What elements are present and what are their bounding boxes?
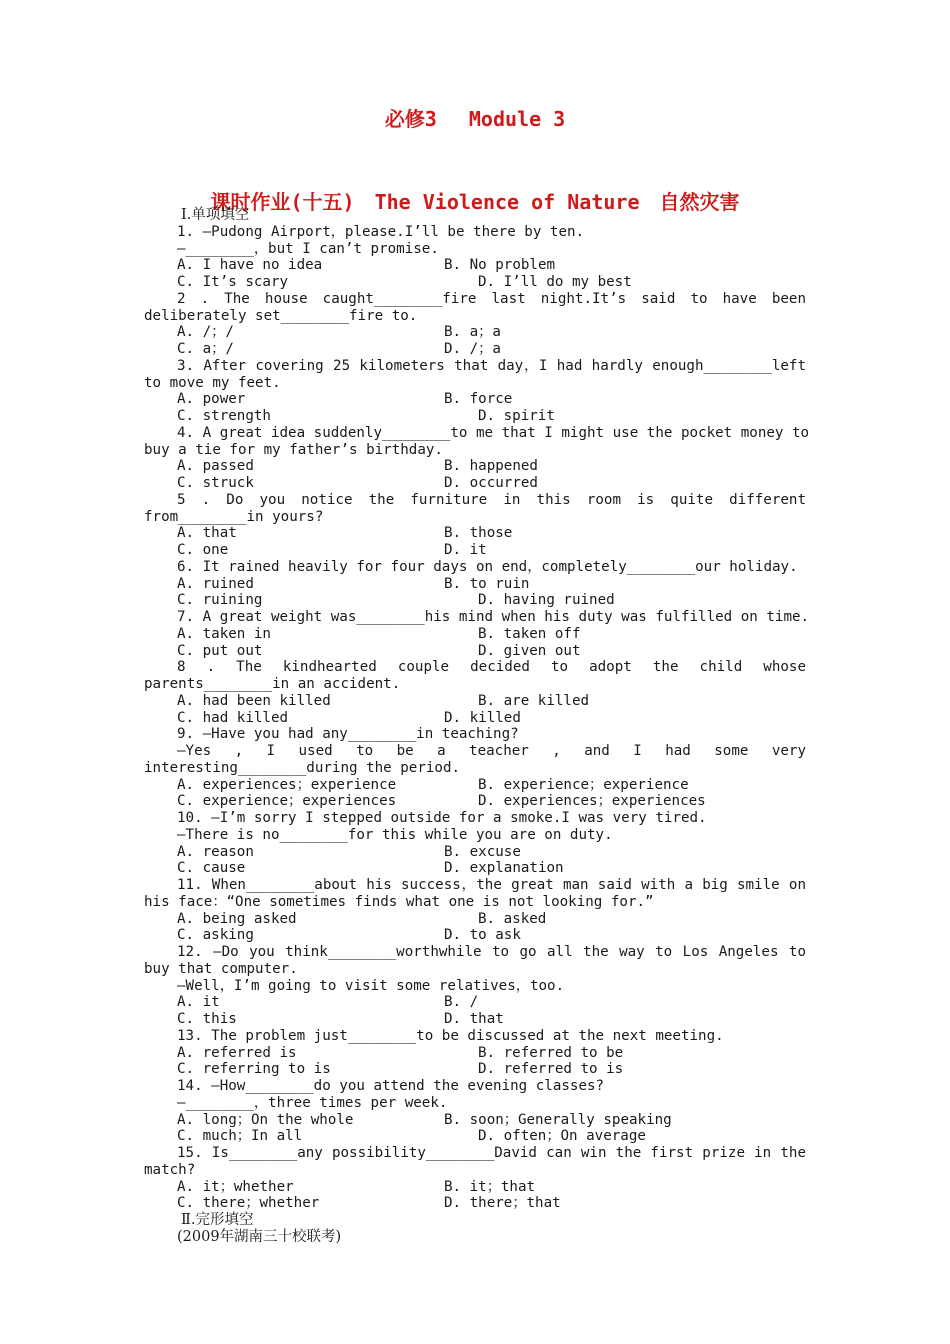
question-5-stem: 5 . Do you notice the furniture in this room is quite different	[177, 491, 806, 508]
option-d: D. it	[444, 542, 487, 558]
source-note: (2009年湖南三十校联考)	[177, 1228, 342, 1245]
section-heading-cloze: Ⅱ.完形填空	[181, 1212, 254, 1228]
question-1-stem: 1. —Pudong Airport，please.I’ll be there by ten.	[177, 223, 585, 240]
option-b: B. happened	[444, 458, 538, 475]
option-c: C. this	[177, 1011, 237, 1027]
option-c: C. strength	[177, 408, 271, 424]
option-a: A. being asked	[177, 910, 297, 927]
question-4-options-row1	[144, 458, 806, 475]
question-15-options-row2	[144, 1195, 806, 1212]
question-3-stem: 3. After covering 25 kilometers that day，I had hardly enough________left	[177, 357, 806, 374]
option-b: B. to ruin	[444, 575, 530, 592]
option-a: A. power	[177, 391, 246, 408]
option-a: A. it；whether	[177, 1178, 294, 1195]
question-10-stem: 10. —I’m sorry I stepped outside for a smoke.I was very tired.	[177, 810, 707, 826]
question-2-options-row1	[144, 324, 806, 341]
option-c: C. a；/	[177, 341, 234, 357]
option-d: D. /；a	[444, 341, 501, 357]
option-a: A. I have no idea	[177, 257, 323, 274]
question-5-options-row1	[144, 525, 806, 542]
question-2-options-row2	[144, 341, 806, 358]
section-heading-multiple-choice: Ⅰ.单项填空	[181, 207, 250, 223]
question-4-options-row2	[144, 475, 806, 492]
option-c: C. referring to is	[177, 1061, 331, 1078]
question-4-stem-line2: buy a tie for my father’s birthday.	[144, 441, 443, 458]
question-6-options-row1	[144, 576, 806, 593]
option-a: A. reason	[177, 843, 254, 860]
option-d: D. killed	[444, 709, 521, 726]
question-15-stem: 15. Is________any possibility________David can win the first prize in the	[177, 1145, 806, 1161]
question-7-stem: 7. A great weight was________his mind when his duty was fulfilled on time.	[177, 609, 810, 625]
option-d: D. I’ll do my best	[478, 274, 632, 290]
question-9-stem-line3: interesting________during the period.	[144, 759, 461, 776]
option-a: A. experiences；experience	[177, 776, 397, 793]
question-6-options-row2	[144, 592, 806, 609]
option-c: C. much；In all	[177, 1128, 303, 1145]
question-12-stem-line3: —Well，I’m going to visit some relatives，too.	[177, 977, 565, 994]
question-10-options-row2	[144, 860, 806, 877]
question-13-options-row1	[144, 1045, 806, 1062]
option-d: D. there；that	[444, 1195, 561, 1212]
option-b: B. those	[444, 525, 513, 542]
option-b: B. soon；Generally speaking	[444, 1111, 672, 1128]
question-3-options-row2	[144, 408, 806, 425]
option-a: A. ruined	[177, 575, 254, 592]
option-c: C. cause	[177, 860, 246, 877]
question-2-stem: 2 . The house caught________fire last night.It’s said to have been	[177, 290, 806, 307]
question-15-stem-line2: match?	[144, 1161, 196, 1178]
option-c: C. put out	[177, 642, 263, 659]
option-b: B. excuse	[444, 843, 521, 860]
option-b: B. are killed	[478, 692, 590, 709]
question-8-options-row2	[144, 710, 806, 727]
question-15-options-row1	[144, 1179, 806, 1196]
document-body	[144, 207, 810, 1246]
question-2-stem-line2: deliberately set________fire to.	[144, 307, 418, 324]
question-13-stem: 13. The problem just________to be discussed at the next meeting.	[177, 1027, 724, 1044]
question-14-options-row1	[144, 1112, 806, 1129]
question-1-stem-line2: —________，but I can’t promise.	[177, 240, 439, 257]
question-9-stem: 9. —Have you had any________in teaching?	[177, 726, 519, 743]
page-title: 必修3 Module 3	[384, 107, 566, 131]
option-b: B. No problem	[444, 257, 556, 274]
option-a: A. that	[177, 525, 237, 542]
question-12-stem: 12. —Do you think________worthwhile to go all the way to Los Angeles to	[177, 944, 806, 960]
question-11-options-row2	[144, 927, 806, 944]
question-8-stem: 8 . The kindhearted couple decided to adopt the child whose	[177, 659, 806, 676]
question-5-options-row2	[144, 542, 806, 559]
option-b: B. /	[444, 994, 479, 1011]
question-11-stem-line2: his face：“One sometimes finds what one is not looking for.”	[144, 893, 654, 910]
question-11-stem: 11. When________about his success，the great man said with a big smile on	[177, 877, 806, 893]
page-subtitle: 课时作业(十五) The Violence of Nature 自然灾害	[210, 190, 740, 214]
option-a: A. referred is	[177, 1044, 297, 1061]
question-13-options-row2	[144, 1061, 806, 1078]
option-c: C. experience；experiences	[177, 793, 397, 810]
question-5-stem-line2: from________in yours?	[144, 508, 324, 525]
question-8-options-row1	[144, 693, 806, 710]
option-b: B. force	[444, 391, 513, 408]
option-d: D. occurred	[444, 475, 538, 491]
option-d: D. referred to is	[478, 1061, 624, 1078]
question-6-stem: 6. It rained heavily for four days on end，completely________our holiday.	[177, 558, 798, 575]
option-d: D. that	[444, 1011, 504, 1027]
option-b: B. a；a	[444, 324, 501, 341]
option-d: D. to ask	[444, 927, 521, 944]
question-9-options-row1	[144, 777, 806, 794]
option-b: B. experience；experience	[478, 776, 689, 793]
option-c: C. had killed	[177, 709, 289, 726]
question-14-stem-line2: —________，three times per week.	[177, 1094, 448, 1111]
question-12-options-row1	[144, 994, 806, 1011]
question-14-stem: 14. —How________do you attend the evening classes?	[177, 1078, 605, 1094]
question-4-stem: 4. A great idea suddenly________to me that I might use the pocket money to	[177, 424, 810, 441]
option-c: C. asking	[177, 927, 254, 944]
option-b: B. taken off	[478, 625, 581, 642]
option-d: D. explanation	[444, 860, 564, 877]
question-11-options-row1	[144, 911, 806, 928]
option-c: C. ruining	[177, 592, 263, 609]
option-a: A. /；/	[177, 324, 234, 341]
option-b: B. asked	[478, 910, 547, 927]
question-1-options-row2	[144, 274, 806, 291]
option-d: D. experiences；experiences	[478, 793, 706, 810]
question-1-options-row1	[144, 257, 806, 274]
option-d: D. spirit	[478, 408, 555, 424]
question-14-options-row2	[144, 1128, 806, 1145]
option-a: A. it	[177, 994, 220, 1011]
option-c: C. struck	[177, 475, 254, 491]
question-9-options-row2	[144, 793, 806, 810]
question-10-options-row1	[144, 844, 806, 861]
option-d: D. often；On average	[478, 1128, 646, 1145]
question-9-stem-line2: —Yes , I used to be a teacher , and I had some very	[177, 743, 806, 759]
option-b: B. referred to be	[478, 1044, 624, 1061]
option-b: B. it；that	[444, 1178, 536, 1195]
option-c: C. there；whether	[177, 1195, 320, 1212]
option-a: A. long；On the whole	[177, 1111, 354, 1128]
question-3-options-row1	[144, 391, 806, 408]
option-a: A. taken in	[177, 625, 271, 642]
option-c: C. It’s scary	[177, 274, 289, 290]
option-d: D. given out	[478, 642, 581, 659]
option-a: A. had been killed	[177, 692, 331, 709]
question-7-options-row1	[144, 626, 806, 643]
option-a: A. passed	[177, 458, 254, 475]
question-7-options-row2	[144, 643, 806, 660]
question-8-stem-line2: parents________in an accident.	[144, 676, 401, 692]
question-3-stem-line2: to move my feet.	[144, 374, 281, 391]
option-d: D. having ruined	[478, 592, 615, 609]
question-10-stem-line2: —There is no________for this while you are on duty.	[177, 826, 613, 843]
question-12-options-row2	[144, 1011, 806, 1028]
option-c: C. one	[177, 542, 229, 558]
question-12-stem-line2: buy that computer.	[144, 960, 298, 977]
